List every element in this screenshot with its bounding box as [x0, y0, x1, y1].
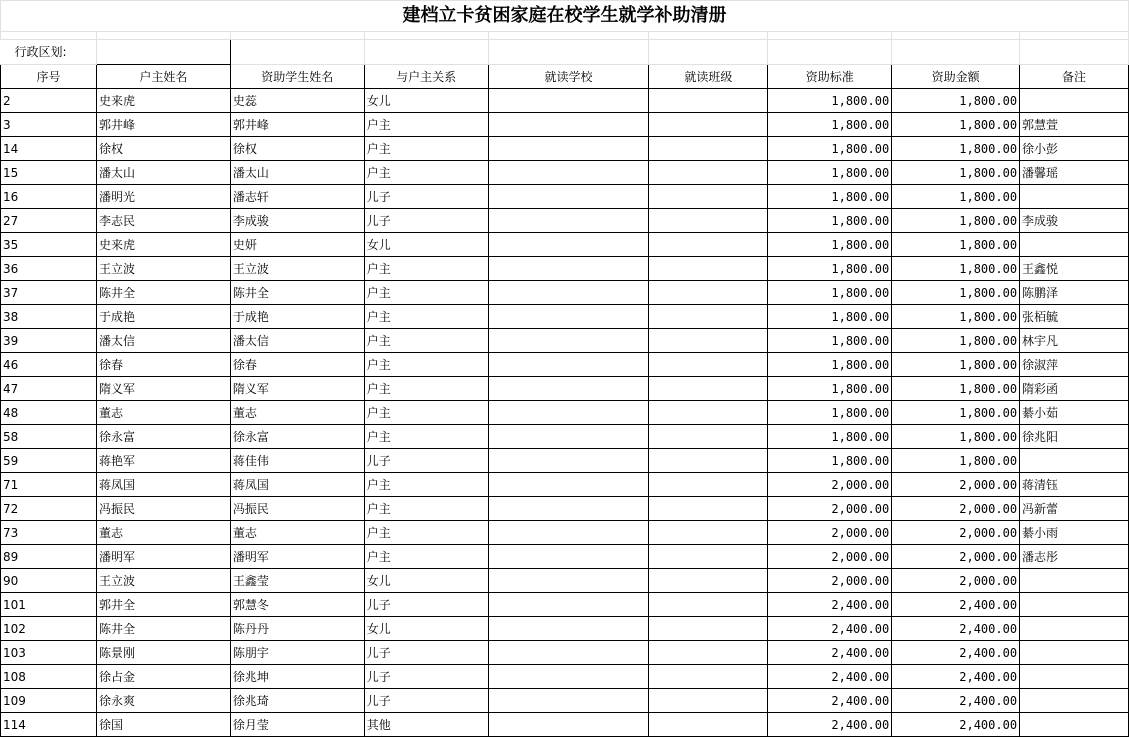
cell-class[interactable] — [649, 233, 768, 257]
cell-amount[interactable]: 1,800.00 — [892, 377, 1020, 401]
cell-seq[interactable]: 39 — [1, 329, 97, 353]
cell-class[interactable] — [649, 185, 768, 209]
cell-amount[interactable]: 1,800.00 — [892, 449, 1020, 473]
cell-class[interactable] — [649, 545, 768, 569]
table-row — [1, 233, 1129, 257]
cell-householder[interactable]: 潘明军 — [96, 545, 230, 569]
cell-householder[interactable]: 蒋艳军 — [96, 449, 230, 473]
cell-relation[interactable]: 户主 — [364, 281, 488, 305]
cell-class[interactable] — [649, 377, 768, 401]
header-standard[interactable]: 资助标准 — [768, 65, 892, 89]
cell-seq[interactable]: 36 — [1, 257, 97, 281]
cell-relation[interactable]: 女儿 — [364, 89, 488, 113]
cell-standard[interactable]: 2,000.00 — [768, 521, 892, 545]
cell-standard[interactable]: 1,800.00 — [768, 113, 892, 137]
cell-relation[interactable]: 户主 — [364, 497, 488, 521]
cell-school[interactable] — [488, 137, 649, 161]
cell-householder[interactable]: 董志 — [96, 401, 230, 425]
cell-standard[interactable]: 1,800.00 — [768, 425, 892, 449]
cell-student[interactable]: 徐春 — [230, 353, 364, 377]
region-value-cell[interactable] — [96, 40, 230, 65]
cell-amount[interactable]: 2,400.00 — [892, 665, 1020, 689]
cell-relation[interactable]: 女儿 — [364, 617, 488, 641]
cell-school[interactable] — [488, 713, 649, 737]
table-row — [1, 497, 1129, 521]
cell-relation[interactable]: 户主 — [364, 353, 488, 377]
cell-student[interactable]: 陈朋宇 — [230, 641, 364, 665]
cell-amount[interactable]: 1,800.00 — [892, 281, 1020, 305]
cell-relation[interactable]: 户主 — [364, 545, 488, 569]
cell-remark[interactable]: 林宇凡 — [1020, 329, 1129, 353]
cell-relation[interactable]: 儿子 — [364, 689, 488, 713]
cell-standard[interactable]: 1,800.00 — [768, 329, 892, 353]
cell-relation[interactable]: 户主 — [364, 401, 488, 425]
cell-householder[interactable]: 隋义军 — [96, 377, 230, 401]
cell-standard[interactable]: 2,400.00 — [768, 617, 892, 641]
cell-class[interactable] — [649, 209, 768, 233]
cell-school[interactable] — [488, 425, 649, 449]
table-row — [1, 449, 1129, 473]
cell-remark[interactable]: 綦小茹 — [1020, 401, 1129, 425]
cell-standard[interactable]: 1,800.00 — [768, 401, 892, 425]
table-row — [1, 473, 1129, 497]
cell-relation[interactable]: 户主 — [364, 521, 488, 545]
cell-remark[interactable] — [1020, 593, 1129, 617]
table-row — [1, 209, 1129, 233]
cell-amount[interactable]: 1,800.00 — [892, 113, 1020, 137]
cell-seq[interactable]: 15 — [1, 161, 97, 185]
cell-remark[interactable]: 李成骏 — [1020, 209, 1129, 233]
cell-amount[interactable]: 1,800.00 — [892, 305, 1020, 329]
cell-amount[interactable]: 1,800.00 — [892, 185, 1020, 209]
cell-remark[interactable]: 徐兆阳 — [1020, 425, 1129, 449]
cell-student[interactable]: 董志 — [230, 401, 364, 425]
cell-householder[interactable]: 徐永富 — [96, 425, 230, 449]
cell-amount[interactable]: 2,000.00 — [892, 521, 1020, 545]
cell-class[interactable] — [649, 713, 768, 737]
cell-school[interactable] — [488, 281, 649, 305]
cell-relation[interactable]: 女儿 — [364, 233, 488, 257]
cell-relation[interactable]: 儿子 — [364, 449, 488, 473]
cell-student[interactable]: 潘太山 — [230, 161, 364, 185]
cell-seq[interactable]: 48 — [1, 401, 97, 425]
cell-student[interactable]: 董志 — [230, 521, 364, 545]
cell-standard[interactable]: 1,800.00 — [768, 89, 892, 113]
cell-remark[interactable]: 隋彩函 — [1020, 377, 1129, 401]
cell-seq[interactable]: 101 — [1, 593, 97, 617]
cell-class[interactable] — [649, 593, 768, 617]
cell-seq[interactable]: 2 — [1, 89, 97, 113]
cell-standard[interactable]: 2,000.00 — [768, 473, 892, 497]
cell-class[interactable] — [649, 329, 768, 353]
region-label: 行政区划: — [1, 40, 97, 65]
cell-student[interactable]: 潘太信 — [230, 329, 364, 353]
cell-school[interactable] — [488, 617, 649, 641]
header-school[interactable]: 就读学校 — [488, 65, 649, 89]
cell-amount[interactable]: 1,800.00 — [892, 89, 1020, 113]
cell-school[interactable] — [488, 161, 649, 185]
cell-seq[interactable]: 38 — [1, 305, 97, 329]
cell-class[interactable] — [649, 89, 768, 113]
cell-standard[interactable]: 2,000.00 — [768, 545, 892, 569]
cell-amount[interactable]: 1,800.00 — [892, 209, 1020, 233]
cell-remark[interactable] — [1020, 713, 1129, 737]
cell-householder[interactable]: 于成艳 — [96, 305, 230, 329]
cell-school[interactable] — [488, 593, 649, 617]
cell-class[interactable] — [649, 641, 768, 665]
cell-relation[interactable]: 儿子 — [364, 665, 488, 689]
cell-amount[interactable]: 1,800.00 — [892, 425, 1020, 449]
header-row — [1, 65, 1129, 89]
cell-standard[interactable]: 2,400.00 — [768, 641, 892, 665]
cell-seq[interactable]: 102 — [1, 617, 97, 641]
cell-householder[interactable]: 史来虎 — [96, 233, 230, 257]
cell-standard[interactable]: 2,400.00 — [768, 689, 892, 713]
table-row — [1, 665, 1129, 689]
cell-school[interactable] — [488, 377, 649, 401]
cell-school[interactable] — [488, 209, 649, 233]
cell-relation[interactable]: 户主 — [364, 113, 488, 137]
cell-seq[interactable]: 16 — [1, 185, 97, 209]
cell-school[interactable] — [488, 449, 649, 473]
header-remark[interactable]: 备注 — [1020, 65, 1129, 89]
cell-student[interactable]: 于成艳 — [230, 305, 364, 329]
cell-seq[interactable]: 46 — [1, 353, 97, 377]
cell-amount[interactable]: 2,000.00 — [892, 569, 1020, 593]
cell-student[interactable]: 蒋佳伟 — [230, 449, 364, 473]
cell-student[interactable]: 徐月莹 — [230, 713, 364, 737]
table-row — [1, 617, 1129, 641]
cell-amount[interactable]: 2,000.00 — [892, 545, 1020, 569]
cell-class[interactable] — [649, 449, 768, 473]
cell-householder[interactable]: 潘明光 — [96, 185, 230, 209]
cell-amount[interactable]: 1,800.00 — [892, 161, 1020, 185]
cell-remark[interactable]: 綦小雨 — [1020, 521, 1129, 545]
table-row — [1, 185, 1129, 209]
cell-standard[interactable]: 1,800.00 — [768, 209, 892, 233]
cell-school[interactable] — [488, 665, 649, 689]
cell-householder[interactable]: 郭井峰 — [96, 113, 230, 137]
cell-householder[interactable]: 徐国 — [96, 713, 230, 737]
header-householder[interactable]: 户主姓名 — [96, 65, 230, 89]
cell-class[interactable] — [649, 161, 768, 185]
cell-school[interactable] — [488, 353, 649, 377]
cell-class[interactable] — [649, 353, 768, 377]
cell-householder[interactable]: 王立波 — [96, 569, 230, 593]
cell-remark[interactable] — [1020, 89, 1129, 113]
cell-amount[interactable]: 2,400.00 — [892, 713, 1020, 737]
cell-amount[interactable]: 1,800.00 — [892, 401, 1020, 425]
cell-relation[interactable]: 户主 — [364, 257, 488, 281]
cell-standard[interactable]: 2,400.00 — [768, 593, 892, 617]
cell-relation[interactable]: 户主 — [364, 377, 488, 401]
cell-householder[interactable]: 董志 — [96, 521, 230, 545]
cell-remark[interactable]: 郭慧萱 — [1020, 113, 1129, 137]
cell-student[interactable]: 史妍 — [230, 233, 364, 257]
cell-school[interactable] — [488, 401, 649, 425]
cell-relation[interactable]: 儿子 — [364, 185, 488, 209]
cell-standard[interactable]: 1,800.00 — [768, 449, 892, 473]
cell-amount[interactable]: 1,800.00 — [892, 353, 1020, 377]
cell-class[interactable] — [649, 617, 768, 641]
cell-seq[interactable]: 114 — [1, 713, 97, 737]
cell-remark[interactable] — [1020, 569, 1129, 593]
cell-class[interactable] — [649, 473, 768, 497]
cell-standard[interactable]: 1,800.00 — [768, 305, 892, 329]
table-row — [1, 137, 1129, 161]
cell-householder[interactable]: 徐权 — [96, 137, 230, 161]
cell-student[interactable]: 王立波 — [230, 257, 364, 281]
cell-householder[interactable]: 李志民 — [96, 209, 230, 233]
cell-relation[interactable]: 户主 — [364, 137, 488, 161]
cell-householder[interactable]: 潘太信 — [96, 329, 230, 353]
cell-householder[interactable]: 徐永爽 — [96, 689, 230, 713]
cell-seq[interactable]: 14 — [1, 137, 97, 161]
cell-student[interactable]: 郭慧冬 — [230, 593, 364, 617]
table-row — [1, 401, 1129, 425]
cell-student[interactable]: 冯振民 — [230, 497, 364, 521]
cell-school[interactable] — [488, 113, 649, 137]
cell-student[interactable]: 徐兆坤 — [230, 665, 364, 689]
cell-remark[interactable]: 张栢毓 — [1020, 305, 1129, 329]
table-row — [1, 545, 1129, 569]
header-amount[interactable]: 资助金额 — [892, 65, 1020, 89]
cell-class[interactable] — [649, 521, 768, 545]
cell-amount[interactable]: 1,800.00 — [892, 137, 1020, 161]
cell-standard[interactable]: 2,400.00 — [768, 713, 892, 737]
cell-seq[interactable]: 35 — [1, 233, 97, 257]
table-row — [1, 641, 1129, 665]
cell-standard[interactable]: 1,800.00 — [768, 281, 892, 305]
cell-remark[interactable] — [1020, 641, 1129, 665]
table-row — [1, 257, 1129, 281]
cell-standard[interactable]: 2,400.00 — [768, 665, 892, 689]
header-student[interactable]: 资助学生姓名 — [230, 65, 364, 89]
cell-student[interactable]: 潘志轩 — [230, 185, 364, 209]
cell-student[interactable]: 郭井峰 — [230, 113, 364, 137]
sheet-title: 建档立卡贫困家庭在校学生就学补助清册 — [1, 1, 1129, 32]
table-row — [1, 305, 1129, 329]
cell-householder[interactable]: 冯振民 — [96, 497, 230, 521]
cell-householder[interactable]: 徐春 — [96, 353, 230, 377]
cell-householder[interactable]: 陈井全 — [96, 617, 230, 641]
table-row — [1, 89, 1129, 113]
cell-standard[interactable]: 1,800.00 — [768, 233, 892, 257]
cell-standard[interactable]: 1,800.00 — [768, 257, 892, 281]
cell-remark[interactable] — [1020, 185, 1129, 209]
cell-seq[interactable]: 90 — [1, 569, 97, 593]
cell-school[interactable] — [488, 689, 649, 713]
cell-relation[interactable]: 其他 — [364, 713, 488, 737]
cell-relation[interactable]: 儿子 — [364, 209, 488, 233]
cell-remark[interactable] — [1020, 233, 1129, 257]
cell-amount[interactable]: 1,800.00 — [892, 329, 1020, 353]
cell-remark[interactable]: 潘馨瑶 — [1020, 161, 1129, 185]
cell-student[interactable]: 陈丹丹 — [230, 617, 364, 641]
cell-student[interactable]: 王鑫莹 — [230, 569, 364, 593]
cell-standard[interactable]: 1,800.00 — [768, 185, 892, 209]
cell-relation[interactable]: 女儿 — [364, 569, 488, 593]
cell-standard[interactable]: 1,800.00 — [768, 137, 892, 161]
cell-householder[interactable]: 徐占金 — [96, 665, 230, 689]
cell-remark[interactable] — [1020, 665, 1129, 689]
cell-school[interactable] — [488, 569, 649, 593]
cell-householder[interactable]: 陈景刚 — [96, 641, 230, 665]
cell-householder[interactable]: 蒋凤国 — [96, 473, 230, 497]
table-row — [1, 425, 1129, 449]
cell-relation[interactable]: 户主 — [364, 473, 488, 497]
cell-householder[interactable]: 王立波 — [96, 257, 230, 281]
cell-householder[interactable]: 潘太山 — [96, 161, 230, 185]
cell-seq[interactable]: 72 — [1, 497, 97, 521]
cell-seq[interactable]: 89 — [1, 545, 97, 569]
cell-school[interactable] — [488, 641, 649, 665]
header-seq[interactable]: 序号 — [1, 65, 97, 89]
table-row — [1, 113, 1129, 137]
cell-remark[interactable] — [1020, 617, 1129, 641]
cell-amount[interactable]: 2,400.00 — [892, 617, 1020, 641]
table-row — [1, 377, 1129, 401]
cell-amount[interactable]: 2,000.00 — [892, 497, 1020, 521]
cell-householder[interactable]: 史来虎 — [96, 89, 230, 113]
cell-class[interactable] — [649, 305, 768, 329]
cell-class[interactable] — [649, 497, 768, 521]
cell-student[interactable]: 蒋凤国 — [230, 473, 364, 497]
table-row — [1, 689, 1129, 713]
cell-relation[interactable]: 户主 — [364, 305, 488, 329]
cell-school[interactable] — [488, 305, 649, 329]
cell-student[interactable]: 徐兆琦 — [230, 689, 364, 713]
cell-remark[interactable]: 王鑫悦 — [1020, 257, 1129, 281]
cell-class[interactable] — [649, 689, 768, 713]
cell-standard[interactable]: 1,800.00 — [768, 353, 892, 377]
cell-student[interactable]: 史蕊 — [230, 89, 364, 113]
cell-class[interactable] — [649, 137, 768, 161]
cell-school[interactable] — [488, 473, 649, 497]
cell-school[interactable] — [488, 329, 649, 353]
cell-student[interactable]: 李成骏 — [230, 209, 364, 233]
cell-remark[interactable]: 陈鹏泽 — [1020, 281, 1129, 305]
header-relation[interactable]: 与户主关系 — [364, 65, 488, 89]
cell-amount[interactable]: 2,000.00 — [892, 473, 1020, 497]
cell-school[interactable] — [488, 185, 649, 209]
cell-remark[interactable]: 徐淑萍 — [1020, 353, 1129, 377]
cell-class[interactable] — [649, 257, 768, 281]
cell-student[interactable]: 陈井全 — [230, 281, 364, 305]
cell-amount[interactable]: 2,400.00 — [892, 641, 1020, 665]
cell-seq[interactable]: 27 — [1, 209, 97, 233]
cell-remark[interactable] — [1020, 449, 1129, 473]
table-row — [1, 161, 1129, 185]
cell-remark[interactable] — [1020, 689, 1129, 713]
cell-seq[interactable]: 109 — [1, 689, 97, 713]
cell-standard[interactable]: 1,800.00 — [768, 377, 892, 401]
cell-householder[interactable]: 陈井全 — [96, 281, 230, 305]
table-row — [1, 329, 1129, 353]
cell-class[interactable] — [649, 665, 768, 689]
cell-householder[interactable]: 郭井全 — [96, 593, 230, 617]
cell-school[interactable] — [488, 545, 649, 569]
cell-amount[interactable]: 2,400.00 — [892, 593, 1020, 617]
table-row — [1, 593, 1129, 617]
cell-seq[interactable]: 108 — [1, 665, 97, 689]
cell-school[interactable] — [488, 233, 649, 257]
cell-seq[interactable]: 3 — [1, 113, 97, 137]
cell-school[interactable] — [488, 497, 649, 521]
cell-remark[interactable]: 徐小彭 — [1020, 137, 1129, 161]
cell-class[interactable] — [649, 569, 768, 593]
cell-seq[interactable]: 37 — [1, 281, 97, 305]
cell-student[interactable]: 潘明军 — [230, 545, 364, 569]
cell-remark[interactable]: 冯新蕾 — [1020, 497, 1129, 521]
cell-seq[interactable]: 103 — [1, 641, 97, 665]
cell-school[interactable] — [488, 89, 649, 113]
cell-relation[interactable]: 户主 — [364, 425, 488, 449]
cell-relation[interactable]: 户主 — [364, 161, 488, 185]
cell-class[interactable] — [649, 401, 768, 425]
cell-relation[interactable]: 户主 — [364, 329, 488, 353]
cell-seq[interactable]: 47 — [1, 377, 97, 401]
cell-standard[interactable]: 1,800.00 — [768, 161, 892, 185]
cell-school[interactable] — [488, 257, 649, 281]
cell-remark[interactable]: 蒋清钰 — [1020, 473, 1129, 497]
cell-seq[interactable]: 59 — [1, 449, 97, 473]
table-row — [1, 521, 1129, 545]
cell-standard[interactable]: 2,000.00 — [768, 569, 892, 593]
cell-seq[interactable]: 71 — [1, 473, 97, 497]
cell-seq[interactable]: 73 — [1, 521, 97, 545]
cell-student[interactable]: 隋义军 — [230, 377, 364, 401]
cell-seq[interactable]: 58 — [1, 425, 97, 449]
cell-relation[interactable]: 儿子 — [364, 593, 488, 617]
cell-amount[interactable]: 2,400.00 — [892, 689, 1020, 713]
cell-class[interactable] — [649, 425, 768, 449]
table-row — [1, 281, 1129, 305]
table-row — [1, 713, 1129, 737]
cell-student[interactable]: 徐永富 — [230, 425, 364, 449]
table-row — [1, 353, 1129, 377]
cell-class[interactable] — [649, 281, 768, 305]
cell-school[interactable] — [488, 521, 649, 545]
cell-relation[interactable]: 儿子 — [364, 641, 488, 665]
table-row — [1, 569, 1129, 593]
cell-amount[interactable]: 1,800.00 — [892, 233, 1020, 257]
cell-student[interactable]: 徐权 — [230, 137, 364, 161]
cell-remark[interactable]: 潘志彤 — [1020, 545, 1129, 569]
cell-amount[interactable]: 1,800.00 — [892, 257, 1020, 281]
header-class[interactable]: 就读班级 — [649, 65, 768, 89]
cell-standard[interactable]: 2,000.00 — [768, 497, 892, 521]
cell-class[interactable] — [649, 113, 768, 137]
